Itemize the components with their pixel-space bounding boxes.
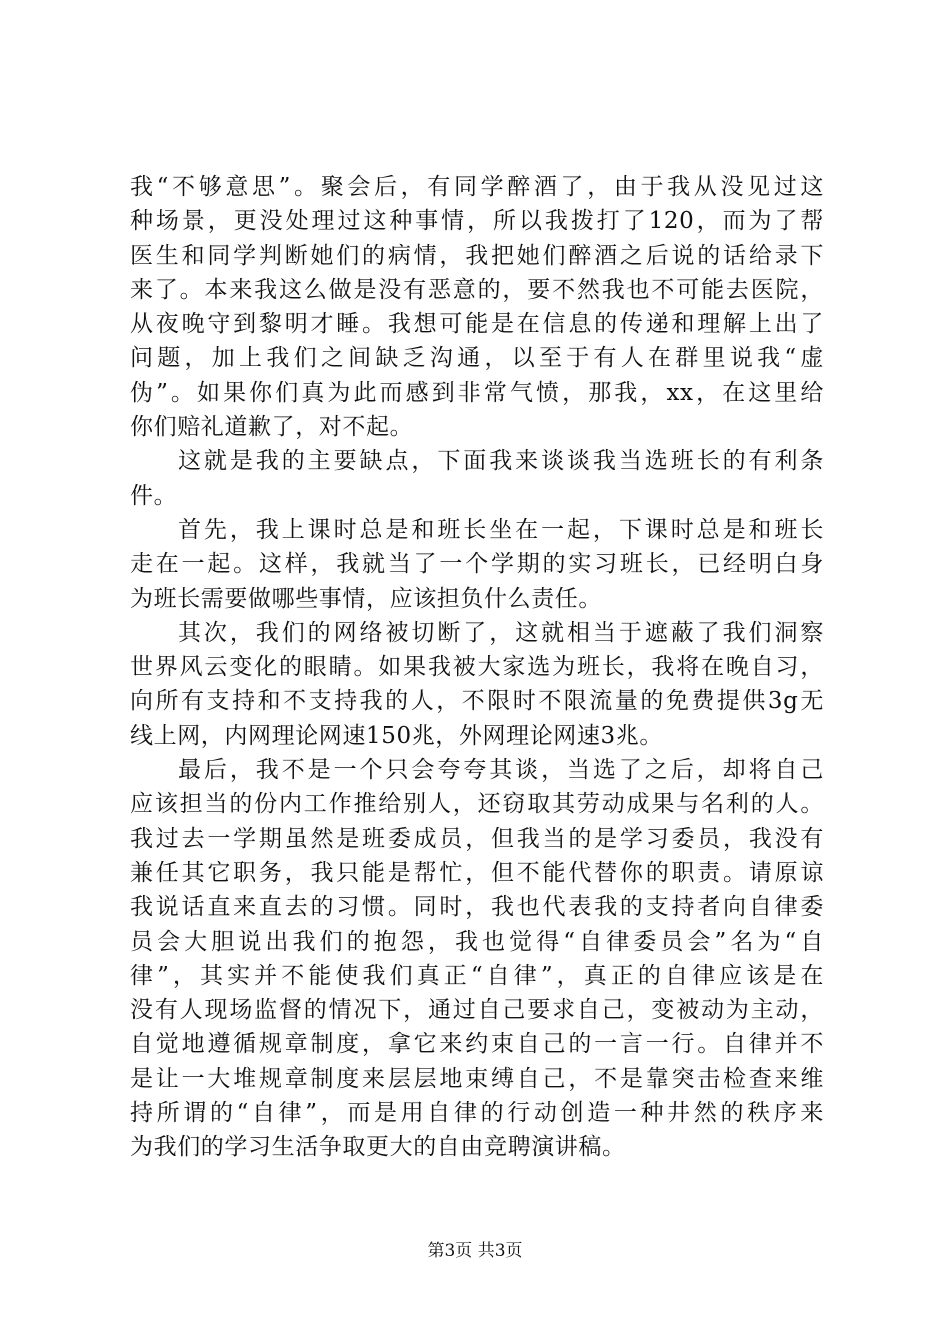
text-line: 员会大胆说出我们的抱怨，我也觉得“自律委员会”名为“自 bbox=[130, 928, 824, 955]
text-line: 医生和同学判断她们的病情，我把她们醉酒之后说的话给录下 bbox=[130, 242, 824, 269]
text-line: 应该担当的份内工作推给别人，还窃取其劳动成果与名利的人。 bbox=[130, 791, 824, 818]
text-line: 首先，我上课时总是和班长坐在一起，下课时总是和班长 bbox=[178, 516, 824, 543]
text-line: 我“不够意思”。聚会后，有同学醉酒了，由于我从没见过这 bbox=[130, 174, 824, 200]
text-line: 种场景，更没处理过这种事情，所以我拨打了120，而为了帮 bbox=[130, 208, 824, 235]
text-line: 走在一起。这样，我就当了一个学期的实习班长，已经明白身 bbox=[130, 551, 824, 578]
text-line: 我过去一学期虽然是班委成员，但我当的是学习委员，我没有 bbox=[130, 825, 824, 852]
text-line: 你们赔礼道歉了，对不起。 bbox=[130, 414, 414, 441]
text-line: 来了。本来我这么做是没有恶意的，要不然我也不可能去医院， bbox=[130, 276, 824, 303]
text-line: 件。 bbox=[130, 482, 178, 509]
text-line: 世界风云变化的眼睛。如果我被大家选为班长，我将在晚自习， bbox=[130, 654, 824, 681]
text-line: 律”，其实并不能使我们真正“自律”，真正的自律应该是在 bbox=[130, 962, 824, 989]
text-line: 为班长需要做哪些事情，应该担负什么责任。 bbox=[130, 585, 602, 612]
text-line: 其次，我们的网络被切断了，这就相当于遮蔽了我们洞察 bbox=[178, 619, 824, 646]
body-text bbox=[130, 170, 824, 1165]
text-line: 线上网，内网理论网速150兆，外网理论网速3兆。 bbox=[130, 722, 663, 749]
text-line: 问题，加上我们之间缺乏沟通，以至于有人在群里说我“虚 bbox=[130, 345, 824, 372]
text-line: 伪”。如果你们真为此而感到非常气愤，那我，xx，在这里给 bbox=[130, 379, 824, 406]
text-line: 是让一大堆规章制度来层层地束缚自己，不是靠突击检查来维 bbox=[130, 1065, 824, 1092]
text-line: 没有人现场监督的情况下，通过自己要求自己，变被动为主动， bbox=[130, 997, 824, 1024]
text-line: 兼任其它职务，我只能是帮忙，但不能代替你的职责。请原谅 bbox=[130, 859, 824, 886]
text-line: 这就是我的主要缺点，下面我来谈谈我当选班长的有利条 bbox=[178, 448, 824, 475]
text-line: 从夜晚守到黎明才睡。我想可能是在信息的传递和理解上出了 bbox=[130, 311, 824, 338]
text-line: 我说话直来直去的习惯。同时，我也代表我的支持者向自律委 bbox=[130, 894, 824, 921]
text-line: 向所有支持和不支持我的人，不限时不限流量的免费提供3g无 bbox=[130, 688, 824, 715]
text-line: 为我们的学习生活争取更大的自由竞聘演讲稿。 bbox=[130, 1134, 626, 1161]
page-footer: 第3页 共3页 bbox=[427, 1241, 523, 1261]
text-line: 持所谓的“自律”，而是用自律的行动创造一种井然的秩序来 bbox=[130, 1100, 824, 1127]
text-line: 自觉地遵循规章制度，拿它来约束自己的一言一行。自律并不 bbox=[130, 1031, 824, 1058]
text-line: 最后，我不是一个只会夸夸其谈，当选了之后，却将自己 bbox=[178, 757, 824, 784]
